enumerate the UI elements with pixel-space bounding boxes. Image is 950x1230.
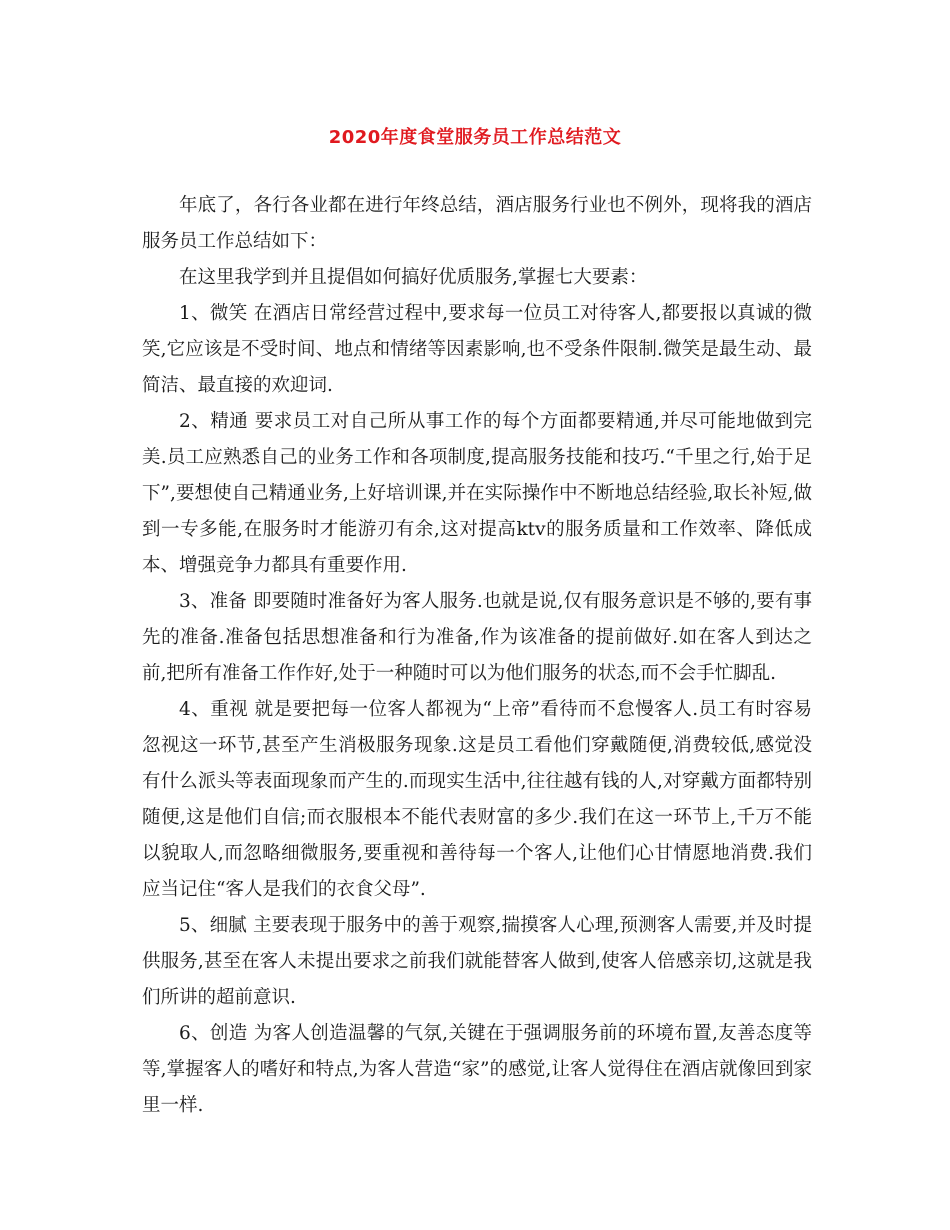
paragraph-attentiveness: 5、细腻 主要表现于服务中的善于观察,揣摸客人心理,预测客人需要,并及时提供服务,甚至在客人未提出要求之前我们就能替客人做到,使客人倍感亲切,这就是我们所讲的超前意识. <box>142 915 812 1008</box>
paragraph-creation: 6、创造 为客人创造温馨的气氛,关键在于强调服务前的环境布置,友善态度等等,掌握客人的嗜好和特点,为客人营造“家”的感觉,让客人觉得住在酒店就像回到家里一样. <box>142 1023 812 1116</box>
paragraph-preparation: 3、准备 即要随时准备好为客人服务.也就是说,仅有服务意识是不够的,要有事先的准备.准备包括思想准备和行为准备,作为该准备的提前做好.如在客人到达之前,把所有准备工作作好,处于一种随时可以为他们服务的状态,而不会手忙脚乱. <box>142 591 812 684</box>
paragraph-proficiency: 2、精通 要求员工对自己所从事工作的每个方面都要精通,并尽可能地做到完美.员工应熟悉自己的业务工作和各项制度,提高服务技能和技巧.“千里之行,始于足下”,要想使自己精通业务,上好培训课,并在实际操作中不断地总结经验,取长补短,做到一专多能,在服务时才能游刃有余,这对提高ktv的服务质量和工作效率、降低成本、增强竞争力都具有重要作用. <box>142 411 812 576</box>
document-title: 2020年度食堂服务员工作总结范文 <box>328 127 622 148</box>
paragraph-elements-intro: 在这里我学到并且提倡如何搞好优质服务,掌握七大要素： <box>179 267 648 288</box>
paragraph-attention: 4、重视 就是要把每一位客人都视为“上帝”看待而不怠慢客人.员工有时容易忽视这一环节,甚至产生消极服务现象.这是员工看他们穿戴随便,消费较低,感觉没有什么派头等表面现象而产生的.而现实生活中,往往越有钱的人,对穿戴方面都特别随便,这是他们自信;而衣服根本不能代表财富的多少.我们在这一环节上,千万不能以貌取人,而忽略细微服务,要重视和善待每一个客人,让他们心甘情愿地消费.我们应当记住“客人是我们的衣食父母”. <box>142 699 812 900</box>
document-body <box>142 188 812 1124</box>
paragraph-intro: 年底了，各行各业都在进行年终总结，酒店服务行业也不例外，现将我的酒店服务员工作总结如下： <box>142 195 812 252</box>
paragraph-smile: 1、微笑 在酒店日常经营过程中,要求每一位员工对待客人,都要报以真诚的微笑,它应该是不受时间、地点和情绪等因素影响,也不受条件限制.微笑是最生动、最简洁、最直接的欢迎词. <box>142 303 812 396</box>
